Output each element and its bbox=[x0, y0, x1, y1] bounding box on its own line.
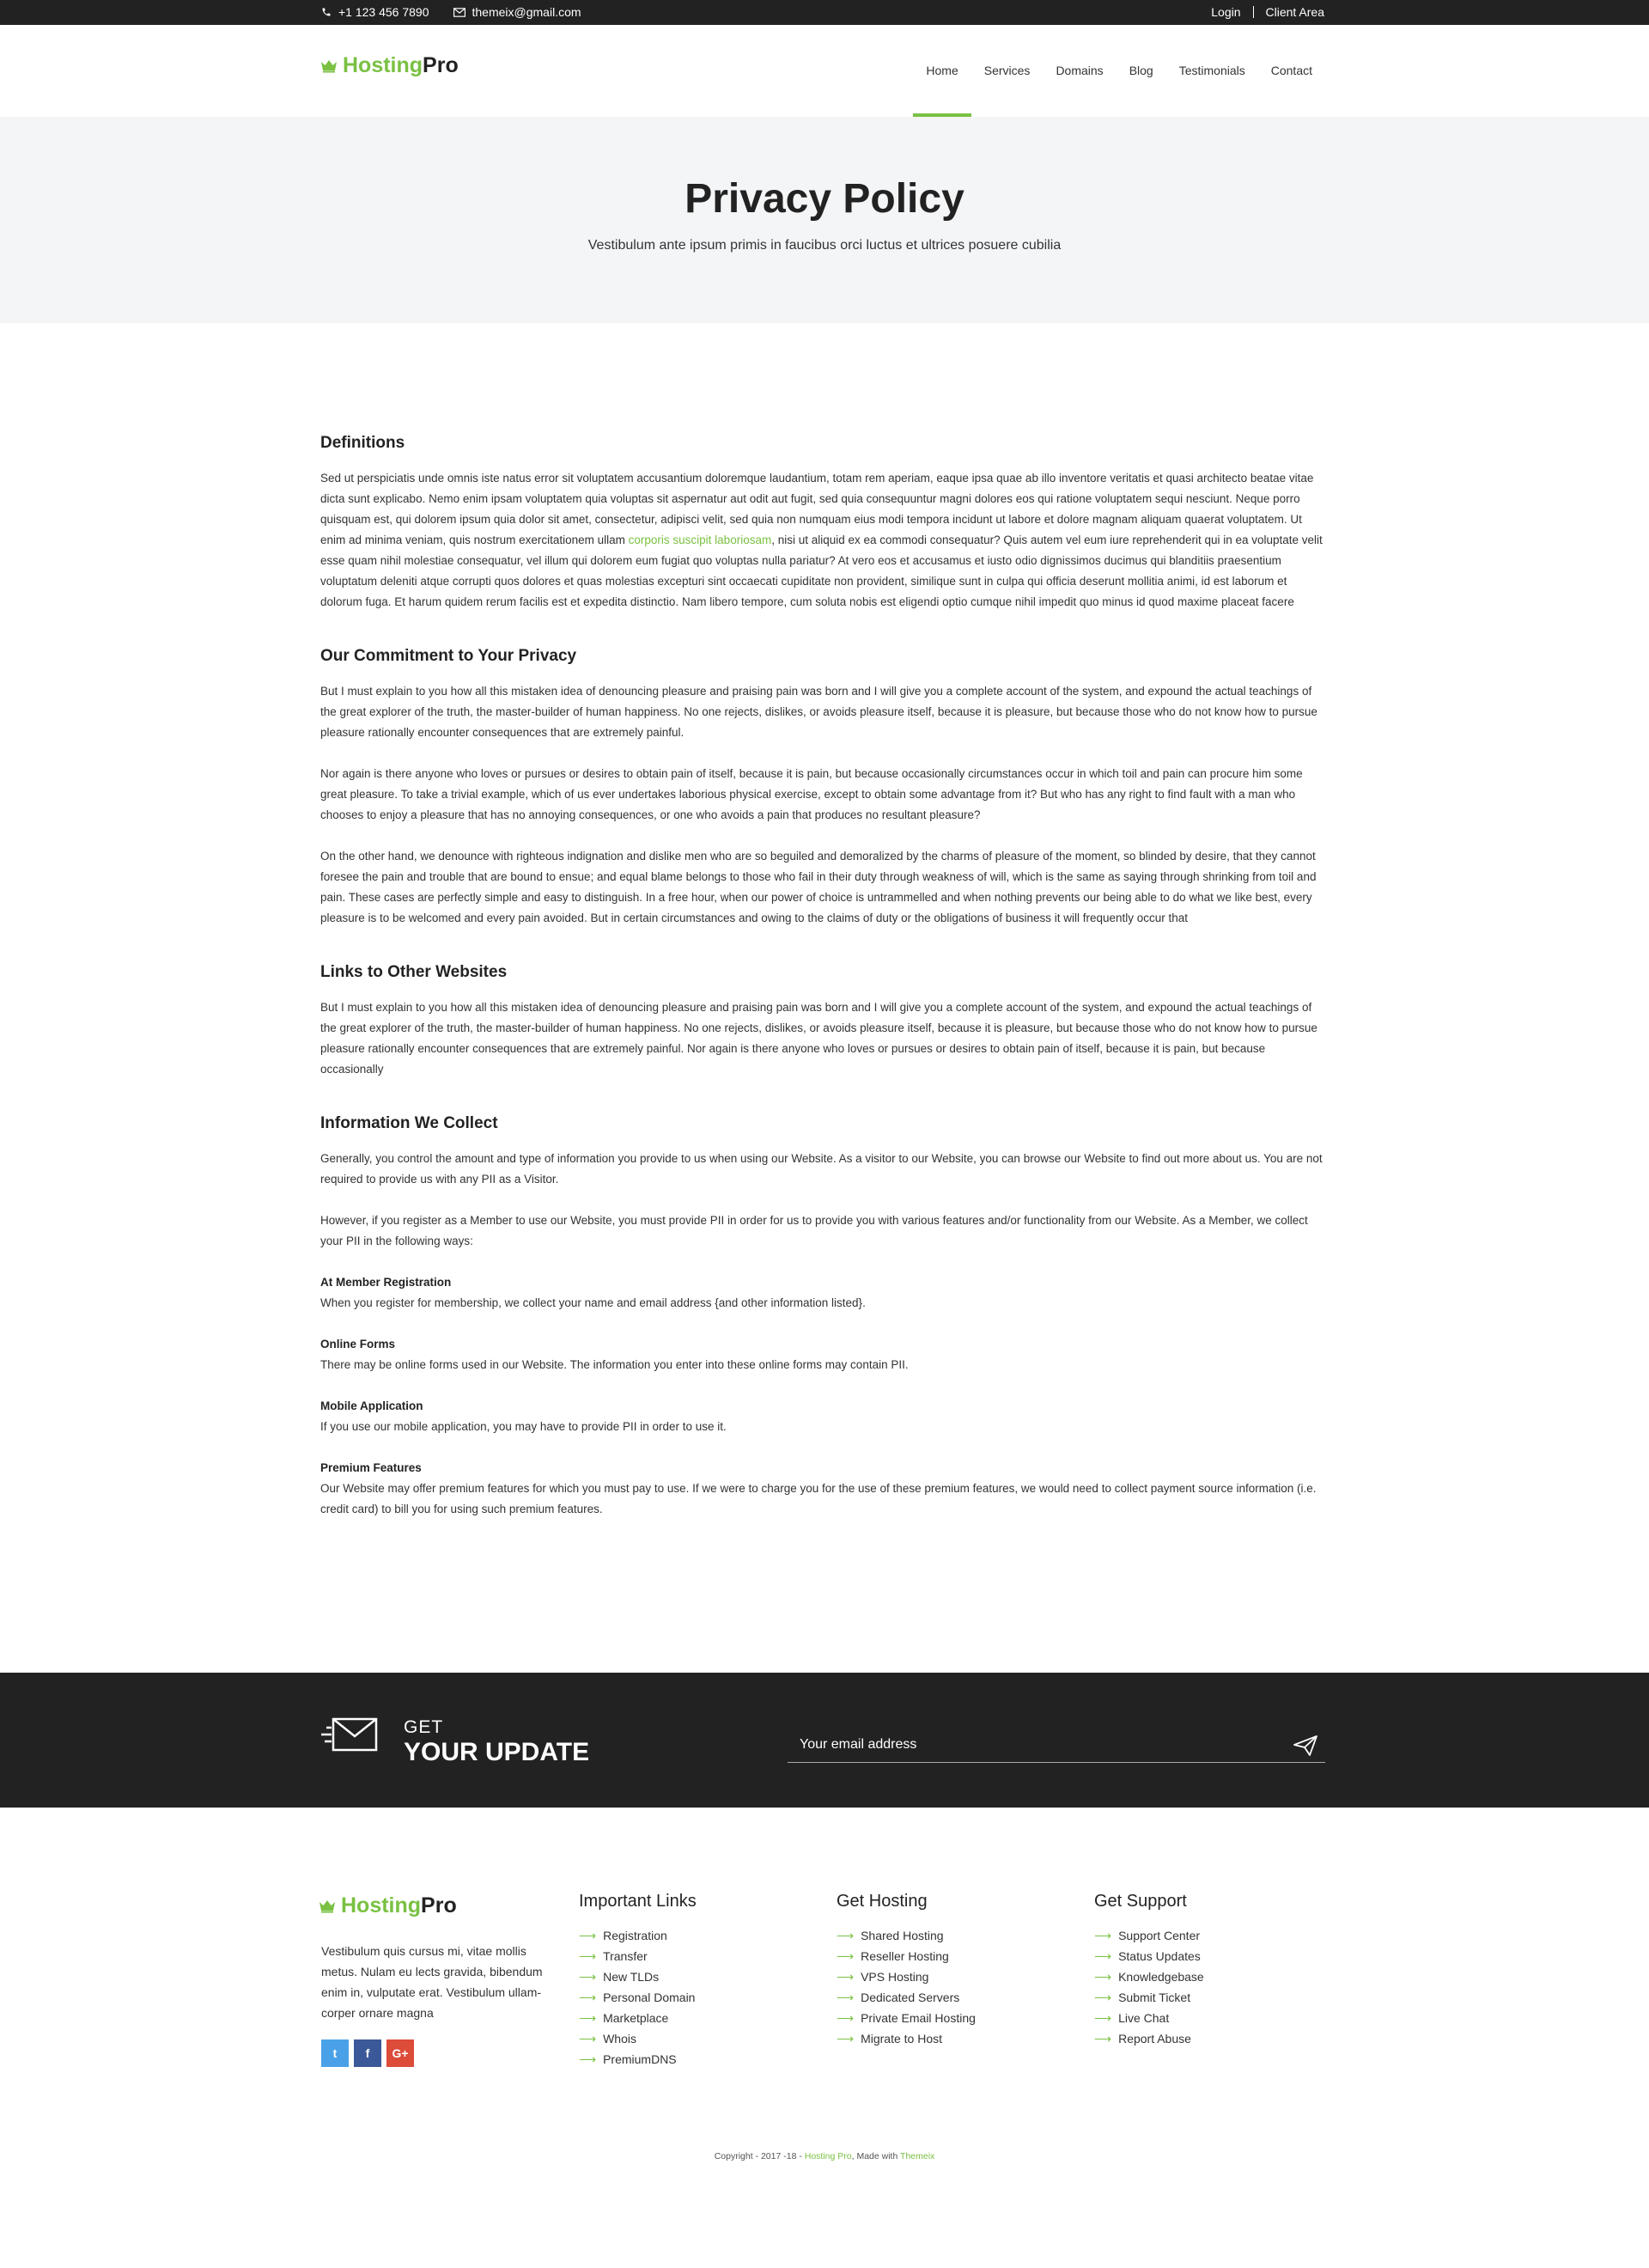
newsletter-form bbox=[788, 1728, 1325, 1763]
footer-link[interactable] bbox=[837, 1946, 976, 1966]
footer-link[interactable] bbox=[579, 1987, 697, 2008]
footer-link[interactable] bbox=[837, 1987, 976, 2008]
footer-column-title: Get Support bbox=[1094, 1892, 1187, 1911]
section-paragraph bbox=[320, 468, 1325, 613]
collect-item bbox=[320, 1458, 1325, 1520]
envelope-icon bbox=[453, 8, 465, 17]
section-paragraph: Nor again is there anyone who loves or pursues or desires to obtain pain of itself, because it is pain, but because occasionally circumstances occur in which toil and pain can procure him some great pleasure. To take a trivial example, which of us ever undertakes laborious physical exercise, except to obtain some advantage from it? But who has any right to find fault with a man who chooses to enjoy a pleasure that has no annoying consequences, or one who avoids a pain that produces no resultant pleasure? bbox=[320, 767, 1303, 821]
section-paragraph: But I must explain to you how all this mistaken idea of denouncing pleasure and praising pain was born and I will give you a complete account of the system, and expound the actual teachings of the great explorer of the truth, the master-builder of human happiness. No one rejects, dislikes, or avoids pleasure itself, because it is pleasure, but because those who do not know how to pursue pleasure rationally encounter consequences that are extremely painful. Nor again is there anyone who loves or pursues or desires to obtain pain of itself, because it is pain, but because occasionally bbox=[320, 1001, 1317, 1076]
collect-item-title: Online Forms bbox=[320, 1338, 396, 1350]
newsletter-email-input[interactable] bbox=[788, 1728, 1269, 1762]
collect-item bbox=[320, 1272, 1325, 1314]
social-links bbox=[321, 2039, 414, 2067]
crown-icon bbox=[320, 59, 338, 73]
footer-link[interactable] bbox=[1094, 1966, 1204, 1987]
section-title: Links to Other Websites bbox=[320, 963, 508, 981]
collect-item-text: Our Website may offer premium features for which you must pay to use. If we were to charge you for the use of these premium features, we would need to collect payment source information (i.e. credit card) to bill you for using such premium features. bbox=[320, 1482, 1317, 1515]
section-commitment bbox=[320, 647, 1325, 929]
email-address: themeix@gmail.com bbox=[472, 5, 581, 19]
collect-item bbox=[320, 1334, 1325, 1375]
footer-link-label: Shared Hosting bbox=[861, 1929, 944, 1942]
collect-item-title: At Member Registration bbox=[320, 1276, 452, 1289]
arrow-right-icon: ⟶ bbox=[837, 2011, 855, 2025]
logo[interactable] bbox=[320, 53, 459, 78]
logo-text-hosting: Hosting bbox=[343, 53, 423, 77]
footer-column-get-support bbox=[1094, 1892, 1204, 2049]
header bbox=[0, 25, 1649, 117]
collect-item-title: Premium Features bbox=[320, 1461, 422, 1474]
collect-item-text: If you use our mobile application, you may have to provide PII in order to use it. bbox=[320, 1420, 727, 1433]
footer-link[interactable] bbox=[579, 1966, 697, 1987]
footer-logo[interactable] bbox=[319, 1893, 457, 1918]
footer-link-label: VPS Hosting bbox=[861, 1970, 929, 1984]
client-area-link[interactable]: Client Area bbox=[1265, 5, 1324, 19]
fast-mail-icon bbox=[321, 1717, 378, 1752]
footer-link-label: Private Email Hosting bbox=[861, 2011, 976, 2025]
arrow-right-icon: ⟶ bbox=[579, 1991, 597, 2004]
copyright-text: , Made with bbox=[851, 2151, 901, 2161]
section-collect bbox=[320, 1114, 1325, 1520]
divider bbox=[1253, 6, 1254, 18]
footer-link[interactable] bbox=[1094, 2008, 1204, 2028]
arrow-right-icon: ⟶ bbox=[837, 1949, 855, 1963]
arrow-right-icon: ⟶ bbox=[1094, 1929, 1112, 1942]
page-hero bbox=[0, 117, 1649, 323]
footer-link-label: New TLDs bbox=[603, 1970, 660, 1984]
footer-link-label: Marketplace bbox=[603, 2011, 669, 2025]
arrow-right-icon: ⟶ bbox=[1094, 1991, 1112, 2004]
section-title: Our Commitment to Your Privacy bbox=[320, 647, 577, 665]
collect-item bbox=[320, 1396, 1325, 1437]
footer-link[interactable] bbox=[1094, 1987, 1204, 2008]
paragraph-text: , nisi ut aliquid ex ea commodi consequatur? Quis autem vel eum iure reprehenderit qui in ea voluptate velit esse quam nihil molestiae consequatur, vel illum qui dolorem eum fugiat quo voluptas nulla pariatur? At vero eos et accusamus et iusto odio dignissimos ducimus qui blanditiis praesentium voluptatum deleniti atque corrupti quos dolores et quas molestias excepturi sint occaecati cupiditate non provident, similique sunt in culpa qui officia deserunt mollitia animi, id est laborum et dolorum fuga. Et harum quidem rerum facilis est et expedita distinctio. Nam libero tempore, cum soluta nobis est eligendi optio cumque nihil impedit quo minus id quod maxime placeat facere bbox=[320, 533, 1323, 608]
arrow-right-icon: ⟶ bbox=[837, 1970, 855, 1984]
login-link[interactable]: Login bbox=[1211, 5, 1241, 19]
section-paragraph: Generally, you control the amount and type of information you provide to us when using our Website. As a visitor to our Website, you can browse our Website to find out more about us. You are not required to provide us with any PII as a Visitor. bbox=[320, 1152, 1323, 1186]
footer-link-label: Knowledgebase bbox=[1118, 1970, 1204, 1984]
twitter-icon[interactable]: t bbox=[321, 2039, 349, 2067]
arrow-right-icon: ⟶ bbox=[579, 2011, 597, 2025]
paragraph-text: Sed ut perspiciatis unde omnis iste natus error sit voluptatem accusantium doloremque laudantium, totam rem aperiam, eaque ipsa quae ab illo inventore veritatis et quasi architecto beatae vitae dicta sunt explicabo. Nemo enim ipsam voluptatem quia voluptas sit aspernatur aut odit aut fugit, sed quia consequuntur magni dolores eos qui ratione voluptatem sequi nesciunt. Neque porro quisquam est, qui dolorem ipsum quia dolor sit amet, consectetur, adipisci velit, sed quia non numquam eius modi tempora incidunt ut labore et dolore magnam aliquam quaerat voluptatem. Ut enim ad minima veniam, quis nostrum exercitationem ullam bbox=[320, 472, 1314, 546]
nav-contact[interactable]: Contact bbox=[1270, 64, 1312, 77]
logo-text-pro: Pro bbox=[423, 53, 459, 77]
footer-link-label: Live Chat bbox=[1118, 2011, 1170, 2025]
arrow-right-icon: ⟶ bbox=[579, 2052, 597, 2066]
footer-column-title: Get Hosting bbox=[837, 1892, 928, 1911]
footer-link-label: PremiumDNS bbox=[603, 2052, 677, 2066]
nav-services[interactable]: Services bbox=[983, 64, 1031, 77]
footer-column-title: Important Links bbox=[579, 1892, 697, 1911]
crown-icon bbox=[319, 1899, 336, 1913]
arrow-right-icon: ⟶ bbox=[579, 1970, 597, 1984]
phone-number: +1 123 456 7890 bbox=[338, 5, 429, 19]
facebook-icon[interactable]: f bbox=[354, 2039, 381, 2067]
page-title: Privacy Policy bbox=[685, 176, 964, 222]
section-paragraph: However, if you register as a Member to use our Website, you must provide PII in order for us to provide you with various features and/or functionality from our Website. As a Member, we collect your PII in the following ways: bbox=[320, 1214, 1308, 1247]
arrow-right-icon: ⟶ bbox=[837, 1991, 855, 2004]
arrow-right-icon: ⟶ bbox=[1094, 2032, 1112, 2045]
footer-column-important-links bbox=[579, 1892, 697, 2070]
footer-link[interactable] bbox=[579, 1925, 697, 1946]
footer-link[interactable] bbox=[837, 2008, 976, 2028]
copyright-brand-link[interactable]: Hosting Pro bbox=[804, 2151, 852, 2161]
phone-contact[interactable] bbox=[321, 5, 429, 19]
email-contact[interactable] bbox=[453, 5, 581, 19]
send-icon[interactable] bbox=[1293, 1735, 1318, 1757]
collect-item-text: When you register for membership, we collect your name and email address {and other information listed}. bbox=[320, 1296, 866, 1309]
footer-link[interactable] bbox=[579, 2049, 697, 2070]
nav-testimonials[interactable]: Testimonials bbox=[1178, 64, 1245, 77]
footer-link-label: Registration bbox=[603, 1929, 667, 1942]
newsletter-get-label: GET bbox=[404, 1717, 444, 1737]
page-subtitle: Vestibulum ante ipsum primis in faucibus orci luctus et ultrices posuere cubilia bbox=[587, 238, 1062, 253]
collect-item-title: Mobile Application bbox=[320, 1399, 423, 1412]
footer-link-label: Whois bbox=[603, 2032, 636, 2045]
top-bar bbox=[0, 0, 1649, 25]
nav-domains[interactable]: Domains bbox=[1056, 64, 1104, 77]
arrow-right-icon: ⟶ bbox=[1094, 1949, 1112, 1963]
footer bbox=[0, 1808, 1649, 2268]
arrow-right-icon: ⟶ bbox=[579, 1949, 597, 1963]
footer-link[interactable] bbox=[579, 1946, 697, 1966]
footer-column-get-hosting bbox=[837, 1892, 976, 2049]
arrow-right-icon: ⟶ bbox=[1094, 2011, 1112, 2025]
inline-link[interactable]: corporis suscipit laboriosam bbox=[628, 533, 772, 546]
footer-link[interactable] bbox=[837, 1925, 976, 1946]
copyright bbox=[0, 2151, 1649, 2161]
arrow-right-icon: ⟶ bbox=[837, 1929, 855, 1942]
footer-link[interactable] bbox=[579, 2008, 697, 2028]
footer-link[interactable] bbox=[837, 2028, 976, 2049]
footer-link[interactable] bbox=[1094, 1925, 1204, 1946]
nav-home[interactable]: Home bbox=[913, 25, 971, 117]
newsletter-band bbox=[0, 1673, 1649, 1808]
phone-icon bbox=[321, 7, 332, 17]
footer-link-label: Support Center bbox=[1118, 1929, 1201, 1942]
logo-text-hosting: Hosting bbox=[341, 1893, 422, 1917]
nav-blog[interactable]: Blog bbox=[1129, 64, 1153, 77]
collect-item-text: There may be online forms used in our Website. The information you enter into these online forms may contain PII. bbox=[320, 1358, 909, 1371]
arrow-right-icon: ⟶ bbox=[579, 2032, 597, 2045]
footer-link-label: Reseller Hosting bbox=[861, 1949, 949, 1963]
policy-content bbox=[320, 434, 1325, 1554]
section-paragraph: On the other hand, we denounce with righteous indignation and dislike men who are so beguiled and demoralized by the charms of pleasure of the moment, so blinded by desire, that they cannot foresee the pain and trouble that are bound to ensue; and equal blame belongs to those who fail in their duty through weakness of will, which is the same as saying through shrinking from toil and pain. These cases are perfectly simple and easy to distinguish. In a free hour, when our power of choice is untrammelled and when nothing prevents our being able to do what we like best, every pleasure is to be welcomed and every pain avoided. But in certain circumstances and owing to the claims of duty or the obligations of business it will frequently occur that bbox=[320, 850, 1317, 924]
arrow-right-icon: ⟶ bbox=[1094, 1970, 1112, 1984]
copyright-maker-link[interactable]: Themeix bbox=[900, 2151, 935, 2161]
copyright-text: Copyright - 2017 -18 - bbox=[714, 2151, 805, 2161]
newsletter-title: YOUR UPDATE bbox=[404, 1738, 590, 1766]
footer-link-label: Submit Ticket bbox=[1118, 1991, 1191, 2004]
footer-link[interactable] bbox=[837, 1966, 976, 1987]
footer-link[interactable] bbox=[1094, 1946, 1204, 1966]
section-title: Definitions bbox=[320, 434, 405, 452]
footer-link-label: Personal Domain bbox=[603, 1991, 696, 2004]
section-links bbox=[320, 963, 1325, 1080]
footer-link-label: Migrate to Host bbox=[861, 2032, 943, 2045]
footer-link-label: Status Updates bbox=[1118, 1949, 1201, 1963]
footer-about: Vestibulum quis cursus mi, vitae mollis metus. Nulam eu lects gravida, bibendum enim in, vulputate erat. Vestibulum ullam-corper ornare magna bbox=[321, 1944, 543, 2020]
footer-link-label: Report Abuse bbox=[1118, 2032, 1191, 2045]
google-plus-icon[interactable]: G+ bbox=[386, 2039, 414, 2067]
section-definitions bbox=[320, 434, 1325, 613]
footer-link[interactable] bbox=[579, 2028, 697, 2049]
footer-link[interactable] bbox=[1094, 2028, 1204, 2049]
main-nav bbox=[913, 25, 1325, 117]
footer-link-label: Transfer bbox=[603, 1949, 648, 1963]
footer-link-label: Dedicated Servers bbox=[861, 1991, 960, 2004]
arrow-right-icon: ⟶ bbox=[579, 1929, 597, 1942]
arrow-right-icon: ⟶ bbox=[837, 2032, 855, 2045]
section-title: Information We Collect bbox=[320, 1114, 498, 1132]
logo-text-pro: Pro bbox=[421, 1893, 457, 1917]
section-paragraph: But I must explain to you how all this mistaken idea of denouncing pleasure and praising pain was born and I will give you a complete account of the system, and expound the actual teachings of the great explorer of the truth, the master-builder of human happiness. No one rejects, dislikes, or avoids pleasure itself, because it is pleasure, but because those who do not know how to pursue pleasure rationally encounter consequences that are extremely painful. bbox=[320, 685, 1317, 739]
